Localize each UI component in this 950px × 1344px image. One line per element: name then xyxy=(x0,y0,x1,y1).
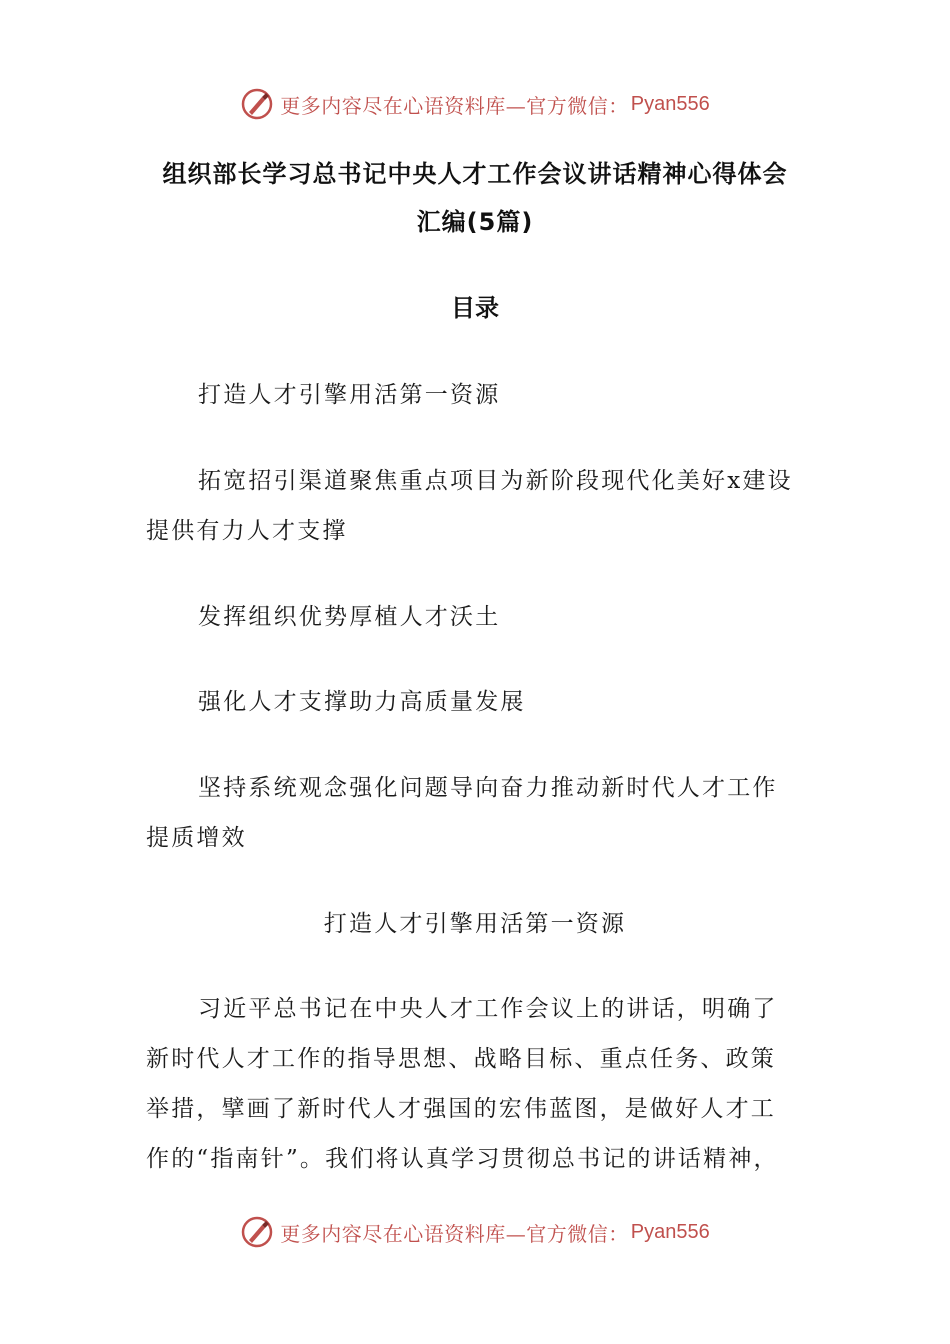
watermark-wechat-id: Pyan556 xyxy=(630,1220,710,1243)
header-watermark xyxy=(0,84,950,124)
watermark-wechat-id: Pyan556 xyxy=(630,92,710,115)
toc-entry-3: 发挥组织优势厚植人才沃土 xyxy=(198,604,501,630)
body-line-2: 新时代人才工作的指导思想、战略目标、重点任务、政策 xyxy=(146,1046,776,1072)
body-line-1: 习近平总书记在中央人才工作会议上的讲话，明确了 xyxy=(198,996,778,1022)
watermark-text: 更多内容尽在心语资料库—官方微信： xyxy=(280,1221,629,1246)
body-line-4: 作的“指南针”。我们将认真学习贯彻总书记的讲话精神， xyxy=(146,1146,779,1172)
toc-entry-2-line2: 提供有力人才支撑 xyxy=(146,518,348,544)
footer-watermark xyxy=(0,1212,950,1252)
watermark-text: 更多内容尽在心语资料库—官方微信： xyxy=(280,93,629,118)
toc-entry-5-line2: 提质增效 xyxy=(146,825,247,851)
toc-entry-1: 打造人才引擎用活第一资源 xyxy=(198,382,501,408)
section-heading: 打造人才引擎用活第一资源 xyxy=(323,911,627,937)
document-title-line2: 汇编(5篇) xyxy=(416,208,534,236)
document-title-line1: 组织部长学习总书记中央人才工作会议讲话精神心得体会 xyxy=(162,160,788,188)
body-line-3: 举措，擘画了新时代人才强国的宏伟蓝图，是做好人才工 xyxy=(146,1096,776,1122)
toc-entry-4: 强化人才支撑助力高质量发展 xyxy=(198,689,526,715)
toc-entry-5-line1: 坚持系统观念强化问题导向奋力推动新时代人才工作 xyxy=(198,775,778,801)
toc-entry-2-line1: 拓宽招引渠道聚焦重点项目为新阶段现代化美好x建设 xyxy=(198,468,793,494)
toc-heading: 目录 xyxy=(451,294,499,322)
pen-seal-logo-icon xyxy=(240,1215,274,1249)
pen-seal-logo-icon xyxy=(240,87,274,121)
